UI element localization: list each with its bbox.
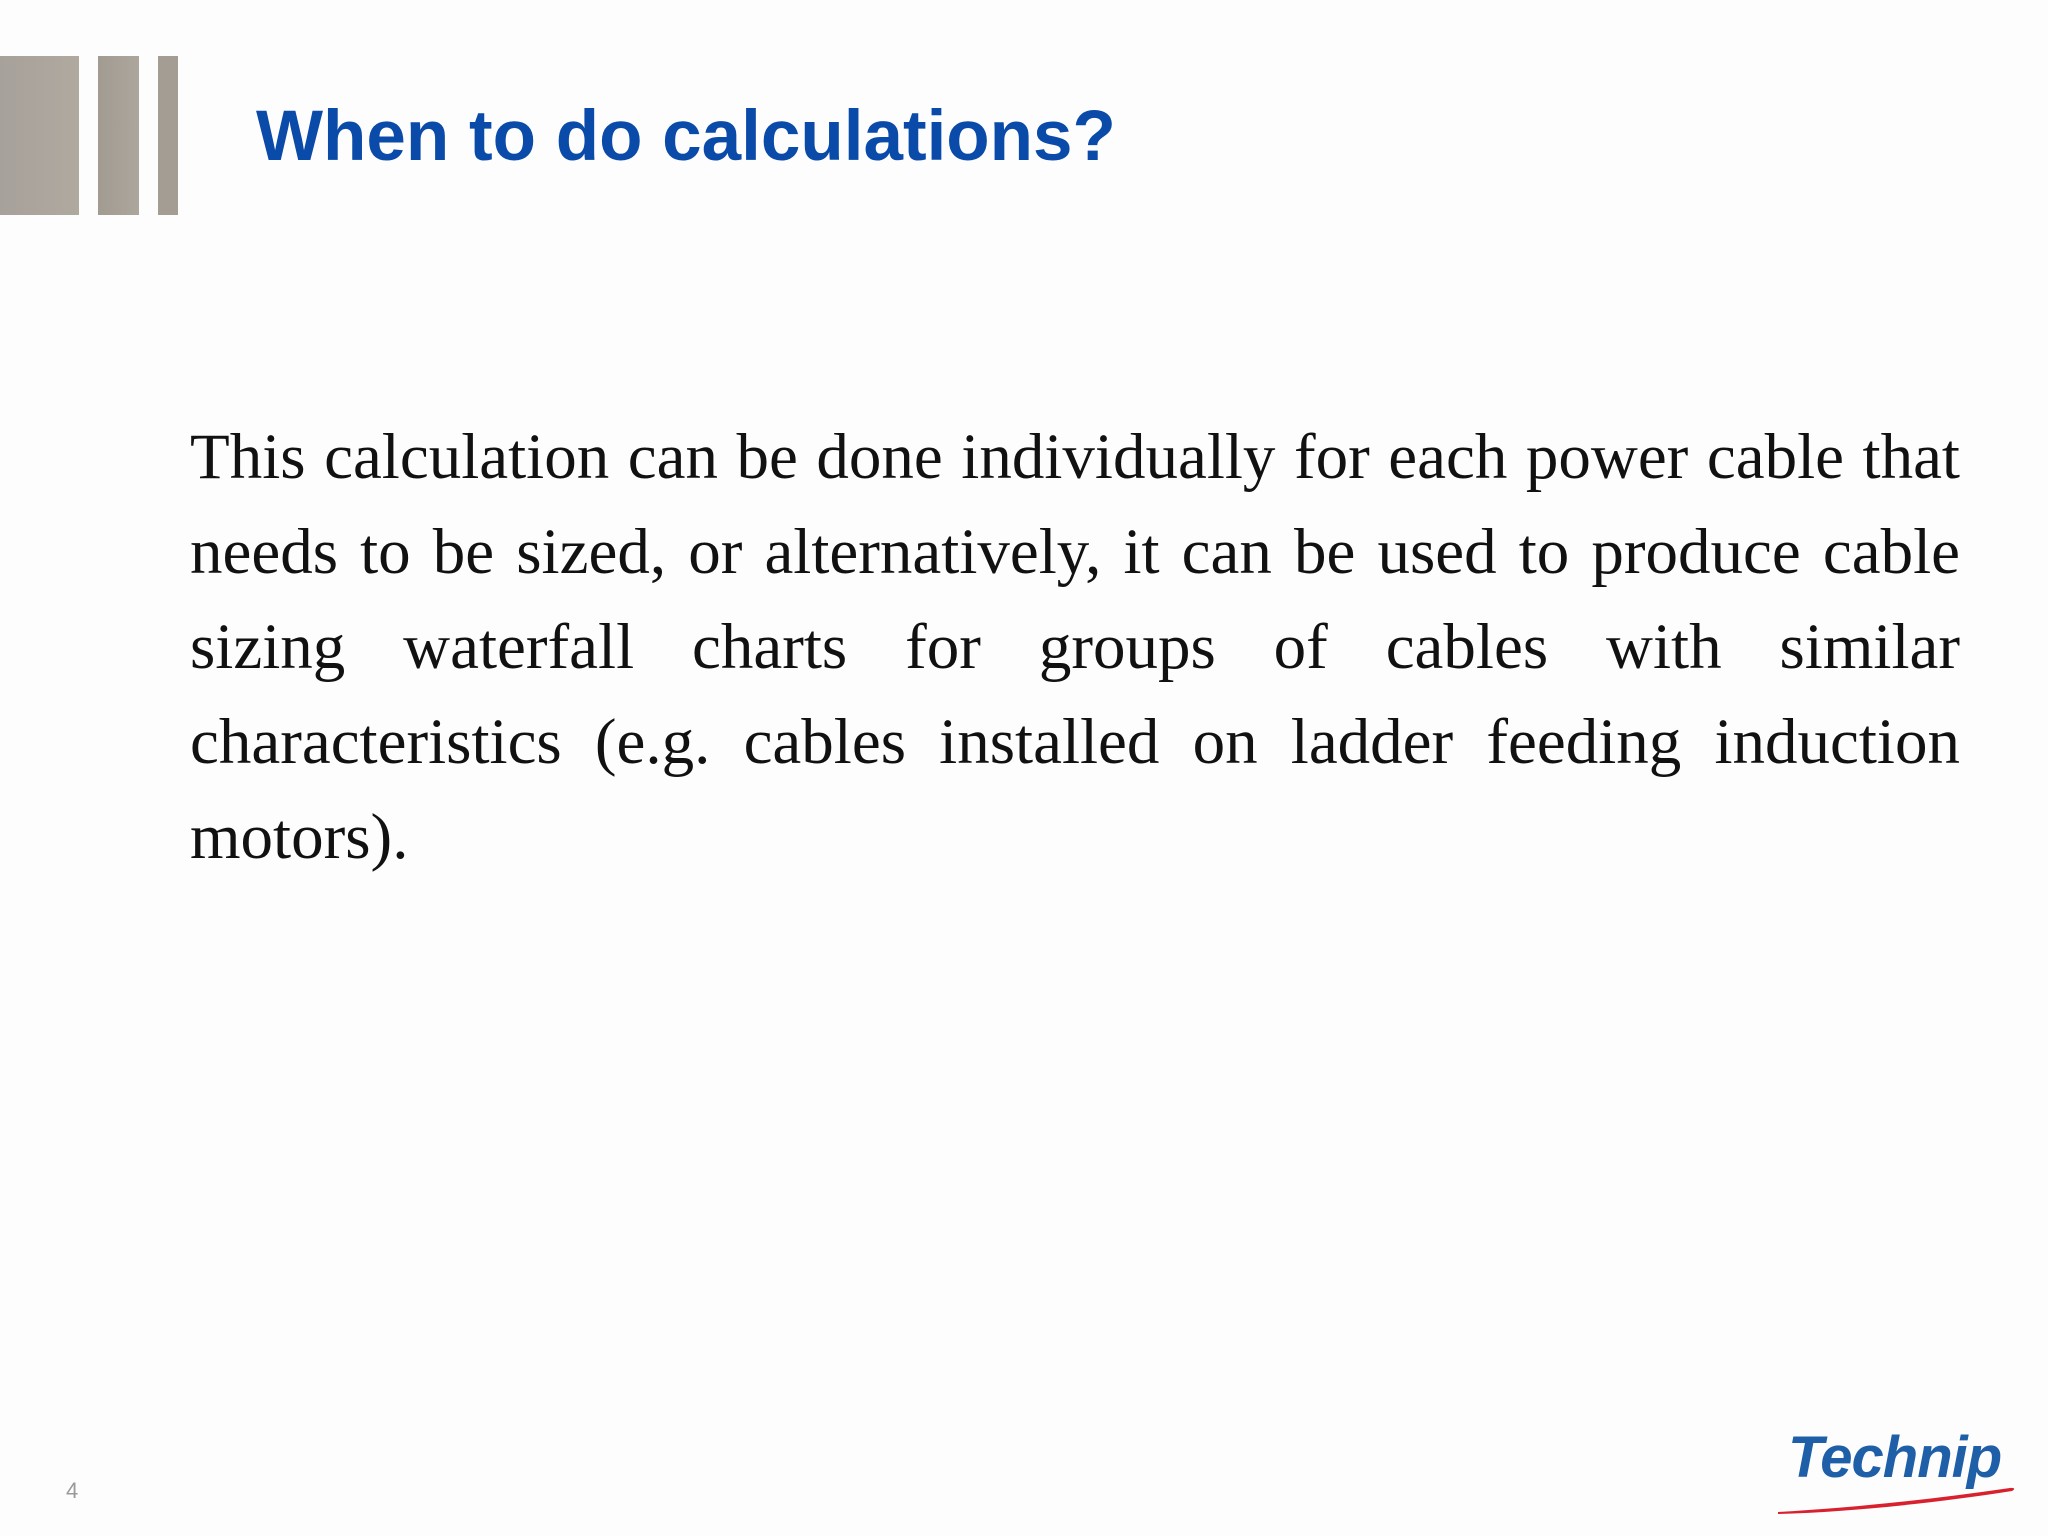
slide-body-text: This calculation can be done individually for each power cable that needs to be sized, or alternatively, it can be used to produce cable sizing waterfall charts for groups of cables with similar characteristics (e.g. cables installed on ladder feeding induction motors). [190, 421, 1960, 873]
technip-logo [1778, 1420, 2018, 1516]
header-bar-wide [0, 56, 79, 215]
logo-swoosh-icon [1778, 1486, 2018, 1516]
logo-wordmark: Technip [1788, 1425, 2002, 1490]
header-bar-narrow [158, 56, 178, 215]
slide-title: When to do calculations? [256, 97, 1116, 176]
page-number: 4 [66, 1478, 79, 1503]
header-decoration [0, 56, 180, 215]
header-bar-medium [98, 56, 139, 215]
